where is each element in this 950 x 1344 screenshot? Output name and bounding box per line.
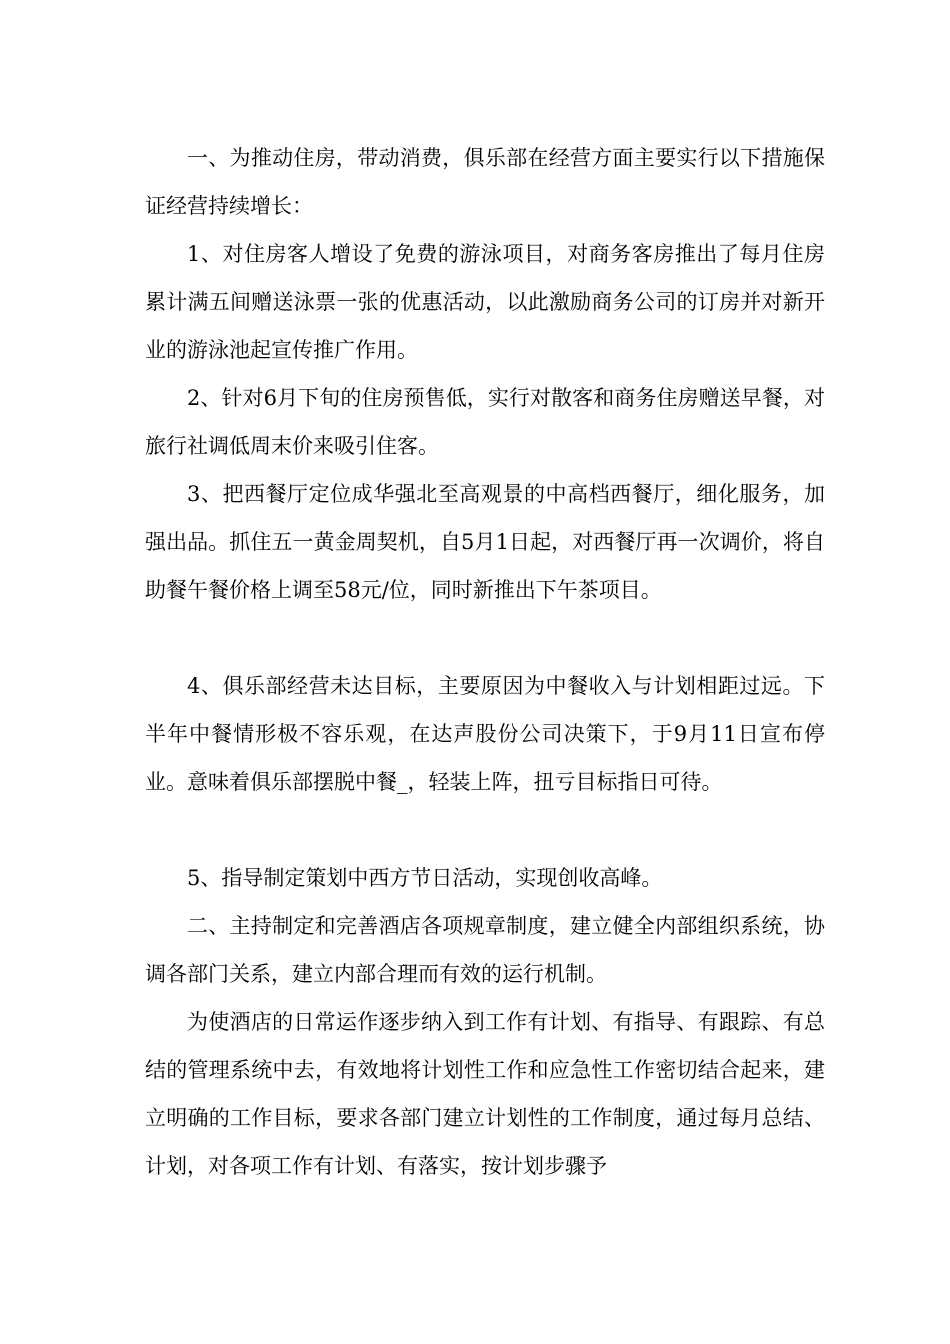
- paragraph-spacer: [145, 614, 825, 662]
- paragraph-spacer: [145, 806, 825, 854]
- paragraph-item-4: 4、俱乐部经营未达目标，主要原因为中餐收入与计划相距过远。下半年中餐情形极不容乐观，在达声股份公司决策下，于9月11日宣布停业。意味着俱乐部摆脱中餐_，轻装上阵，扭亏目标指日可待。: [145, 674, 825, 794]
- document-body: [145, 134, 825, 1190]
- paragraph-section-two-body: 为使酒店的日常运作逐步纳入到工作有计划、有指导、有跟踪、有总结的管理系统中去，有效地将计划性工作和应急性工作密切结合起来，建立明确的工作目标，要求各部门建立计划性的工作制度，通过每月总结、计划，对各项工作有计划、有落实，按计划步骤予: [145, 1010, 825, 1178]
- paragraph-item-5: 5、指导制定策划中西方节日活动，实现创收高峰。: [187, 866, 663, 890]
- paragraph-section-two-heading: 二、主持制定和完善酒店各项规章制度，建立健全内部组织系统，协调各部门关系，建立内部合理而有效的运行机制。: [145, 914, 825, 986]
- paragraph-item-2: 2、针对6月下旬的住房预售低，实行对散客和商务住房赠送早餐，对旅行社调低周末价来吸引住客。: [145, 386, 825, 458]
- paragraph-item-1: 1、对住房客人增设了免费的游泳项目，对商务客房推出了每月住房累计满五间赠送泳票一张的优惠活动，以此激励商务公司的订房并对新开业的游泳池起宣传推广作用。: [145, 242, 825, 362]
- paragraph-section-one-heading: 一、为推动住房，带动消费，俱乐部在经营方面主要实行以下措施保证经营持续增长：: [145, 146, 825, 218]
- paragraph-item-3: 3、把西餐厅定位成华强北至高观景的中高档西餐厅，细化服务，加强出品。抓住五一黄金周契机，自5月1日起，对西餐厅再一次调价，将自助餐午餐价格上调至58元/位，同时新推出下午茶项目。: [145, 482, 825, 602]
